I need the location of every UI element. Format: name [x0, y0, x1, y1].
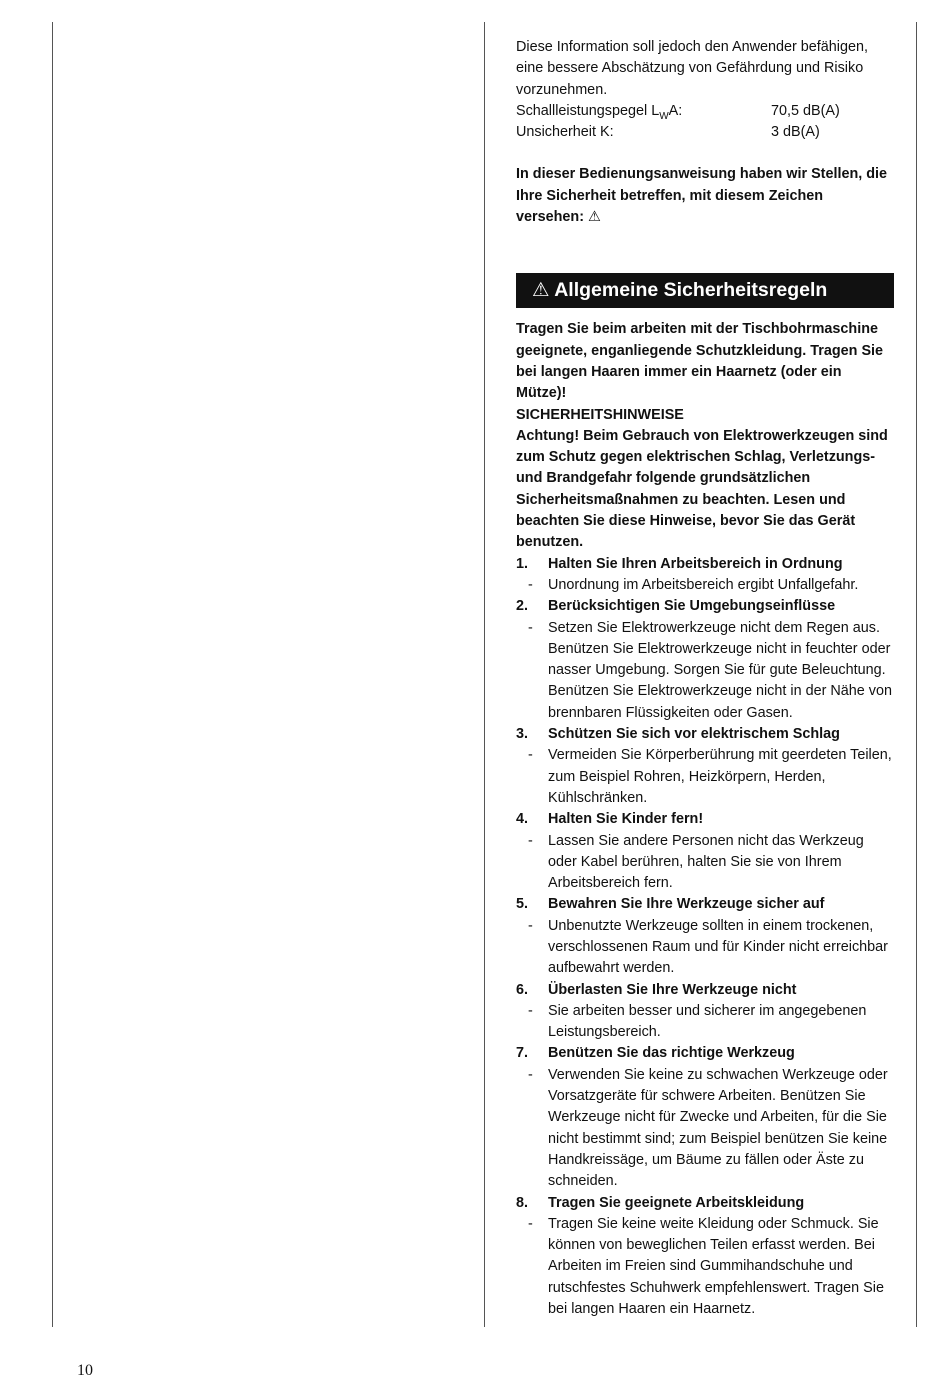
list-dash: - [528, 619, 533, 636]
sound-level-label: Schallleistungspegel $L_WA$: [516, 102, 683, 122]
right-column-content [516, 37, 894, 1320]
sound-level-row [516, 101, 894, 122]
list-dash: - [528, 1002, 533, 1019]
rule-detail-text: Sie arbeiten besser und sicherer im angegebenen Leistungsbereich. [548, 1002, 867, 1041]
rule-detail [516, 831, 894, 895]
list-dash: - [528, 1215, 533, 1232]
intro-paragraph: Diese Information soll jedoch den Anwender befähigen, eine bessere Abschätzung von Gefährdung und Risiko vorzunehmen. [516, 39, 869, 98]
rule-title: Schützen Sie sich vor elektrischem Schlag [548, 726, 840, 743]
rule-title: Bewahren Sie Ihre Werkzeuge sicher auf [548, 896, 825, 913]
rule-detail-text: Lassen Sie andere Personen nicht das Werkzeug oder Kabel berühren, halten Sie sie von Ihrem Arbeitsbereich fern. [548, 832, 864, 892]
warning-triangle-icon: ⚠ [532, 279, 550, 302]
rule-title: Benützen Sie das richtige Werkzeug [548, 1045, 795, 1062]
left-column-rule [52, 22, 53, 1327]
rule-item [516, 980, 894, 1001]
rule-detail [516, 618, 894, 724]
rule-number: 6. [516, 981, 529, 998]
section-title: Allgemeine Sicherheitsregeln [554, 279, 828, 302]
rule-item [516, 724, 894, 745]
safety-rules-list [516, 554, 894, 1321]
rule-detail-text: Verwenden Sie keine zu schwachen Werkzeuge oder Vorsatzgeräte für schwere Arbeiten. Benützen Sie Werkzeuge nicht für Zwecke und Arbeiten, für die Sie nicht bestimmt sind; zum Beispiel benützen Sie keine Handkreissäge, um Bäume zu fällen oder Äste zu schneiden. [548, 1066, 888, 1190]
rule-detail-text: Tragen Sie keine weite Kleidung oder Schmuck. Sie können von beweglichen Teilen erfasst werden. Bei Arbeiten im Freien sind Gummihandschuhe und rutschfestes Schuhwerk empfehlenswert. Tragen Sie bei langen Haaren ein Haarnetz. [548, 1215, 884, 1318]
rule-item [516, 809, 894, 830]
page-number: 10 [77, 1362, 93, 1379]
rule-number: 5. [516, 896, 529, 913]
rule-detail [516, 1065, 894, 1193]
rule-detail [516, 1214, 894, 1320]
section-heading [516, 273, 894, 308]
rule-title: Halten Sie Kinder fern! [548, 811, 704, 828]
caution-paragraph: Achtung! Beim Gebrauch von Elektrowerkzeugen sind zum Schutz gegen elektrischen Schlag, Verletzungs- und Brandgefahr folgende grundsätzlichen Sicherheitsmaßnahmen zu beachten. Lesen und beachten Sie diese Hinweise, bevor Sie das Gerät benutzen. [516, 427, 888, 551]
rule-number: 3. [516, 726, 529, 743]
sound-level-value: 70,5 dB(A) [771, 102, 840, 119]
rule-detail [516, 1001, 894, 1044]
rule-number: 7. [516, 1045, 529, 1062]
rule-item [516, 894, 894, 915]
rule-title: Tragen Sie geeignete Arbeitskleidung [548, 1194, 805, 1211]
rule-number: 1. [516, 555, 529, 572]
list-dash: - [528, 917, 533, 934]
rule-item [516, 554, 894, 575]
rule-item [516, 1193, 894, 1214]
middle-column-rule [484, 22, 485, 1327]
rule-item [516, 1043, 894, 1064]
rule-title: Halten Sie Ihren Arbeitsbereich in Ordnung [548, 555, 843, 572]
rule-detail [516, 575, 894, 596]
rule-detail-text: Unordnung im Arbeitsbereich ergibt Unfallgefahr. [548, 576, 859, 593]
lead-paragraph: Tragen Sie beim arbeiten mit der Tischbohrmaschine geeignete, enganliegende Schutzkleidung. Tragen Sie bei langen Haaren immer ein Haarnetz (oder ein Mütze)! [516, 321, 884, 402]
uncertainty-label: Unsicherheit K: [516, 124, 614, 141]
rule-detail-text: Unbenutzte Werkzeuge sollten in einem trockenen, verschlossenen Raum und für Kinder nicht erreichbar aufbewahrt werden. [548, 917, 888, 977]
rule-number: 2. [516, 598, 529, 615]
rule-detail-text: Vermeiden Sie Körperberührung mit geerdeten Teilen, zum Beispiel Rohren, Heizkörpern, Herden, Kühlschränken. [548, 747, 892, 806]
rule-detail [516, 745, 894, 809]
uncertainty-value: 3 dB(A) [771, 124, 820, 141]
warning-triangle-icon: ⚠ [588, 209, 601, 226]
rule-number: 4. [516, 811, 529, 828]
right-column-rule [916, 22, 917, 1327]
rule-detail [516, 916, 894, 980]
rule-title: Berücksichtigen Sie Umgebungseinflüsse [548, 598, 836, 615]
safety-subheading: SICHERHEITSHINWEISE [516, 406, 684, 423]
list-dash: - [528, 832, 533, 849]
list-dash: - [528, 1066, 533, 1083]
rule-number: 8. [516, 1194, 529, 1211]
marker-note: In dieser Bedienungsanweisung haben wir Stellen, die Ihre Sicherheit betreffen, mit diesem Zeichen versehen: ⚠ [516, 166, 888, 226]
rule-title: Überlasten Sie Ihre Werkzeuge nicht [548, 981, 797, 998]
list-dash: - [528, 747, 533, 764]
list-dash: - [528, 576, 533, 593]
uncertainty-row [516, 122, 894, 143]
rule-detail-text: Setzen Sie Elektrowerkzeuge nicht dem Regen aus. Benützen Sie Elektrowerkzeuge nicht in feuchter oder nasser Umgebung. Sorgen Sie für gute Beleuchtung. Benützen Sie Elektrowerkzeuge nicht in der Nähe von brennbaren Flüssigkeiten oder Gasen. [548, 619, 892, 721]
rule-item [516, 596, 894, 617]
